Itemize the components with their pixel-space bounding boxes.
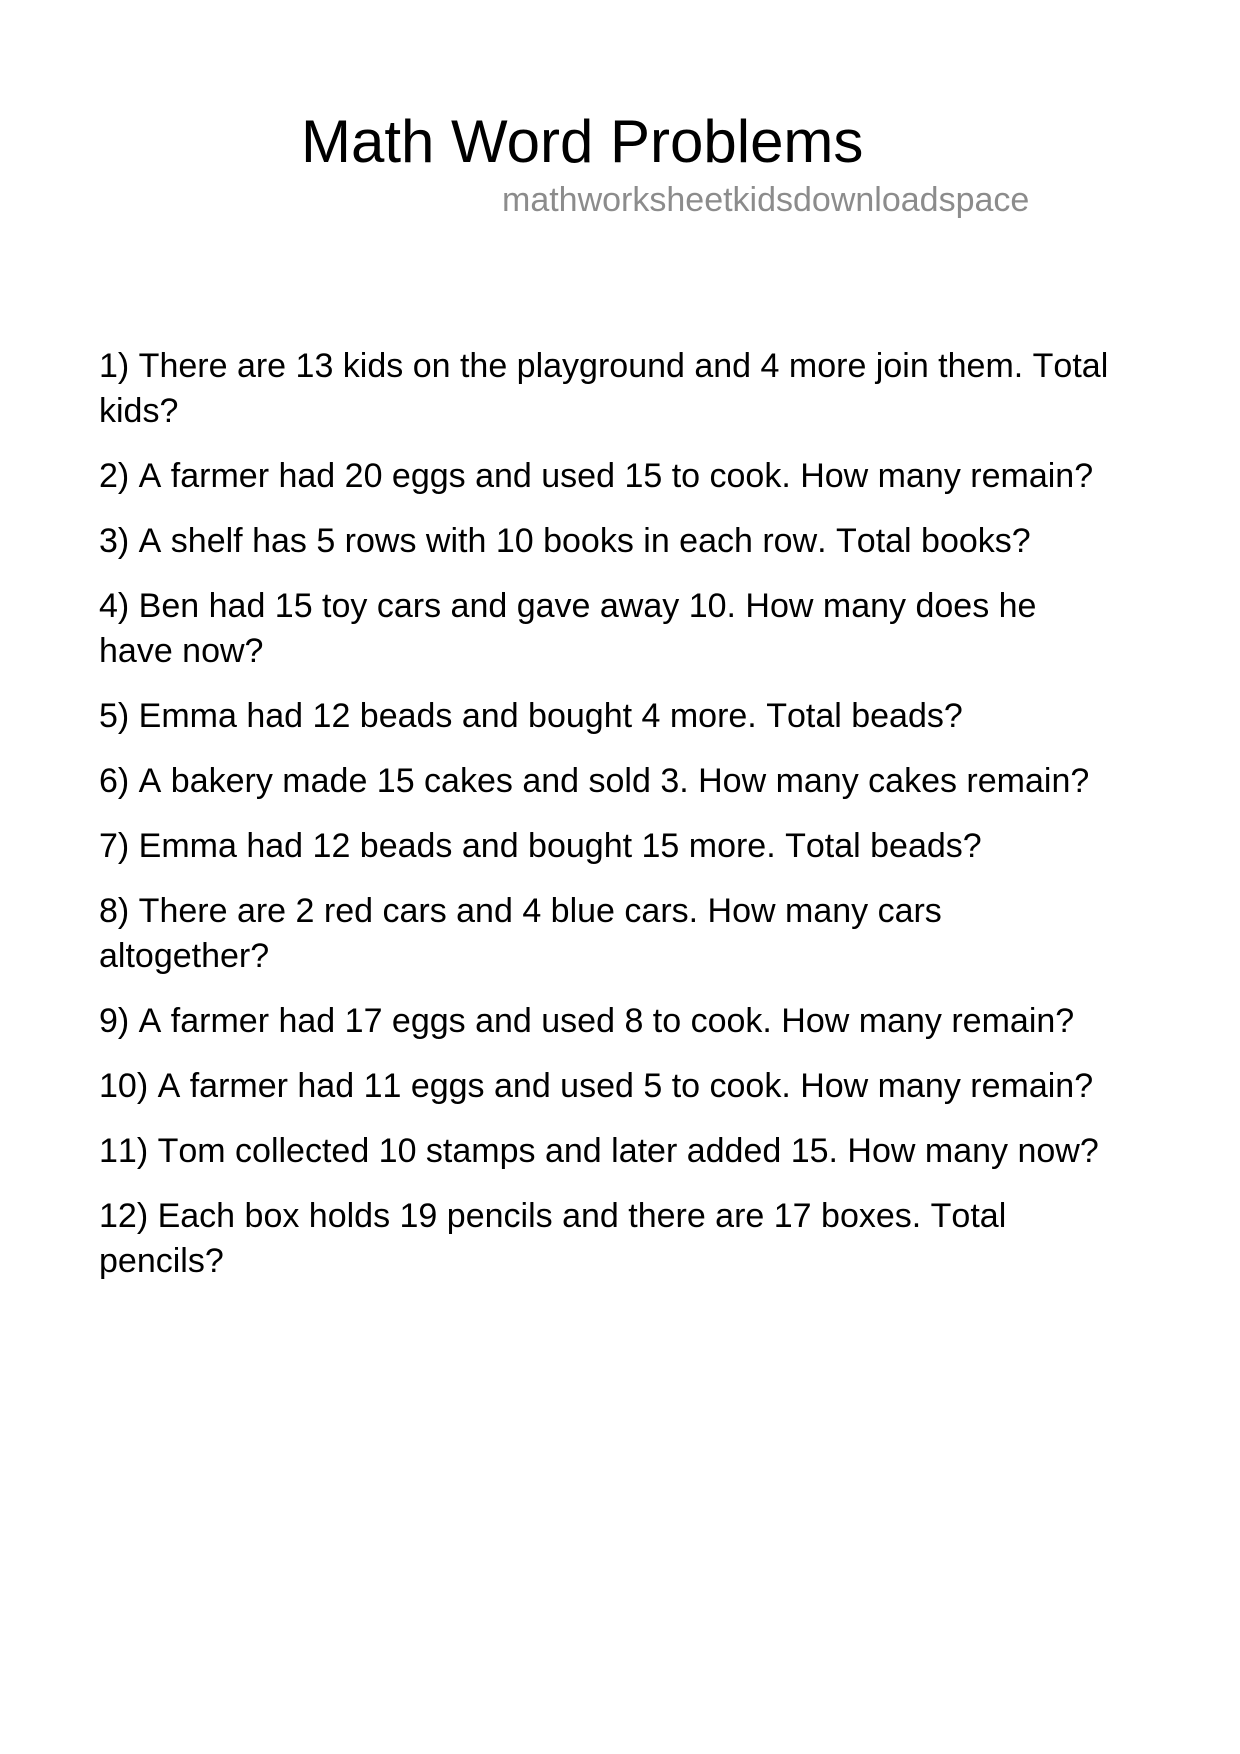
watermark-subtitle: mathworksheetkidsdownloadspace	[502, 181, 1030, 219]
problem-list	[99, 344, 1114, 1304]
problem-item: 2) A farmer had 20 eggs and used 15 to cook. How many remain?	[99, 457, 1094, 495]
problem-item: 8) There are 2 red cars and 4 blue cars. How many cars altogether?	[99, 892, 942, 975]
problem-item: 1) There are 13 kids on the playground and 4 more join them. Total kids?	[99, 347, 1109, 430]
problem-item: 6) A bakery made 15 cakes and sold 3. How many cakes remain?	[99, 762, 1090, 800]
problem-item: 11) Tom collected 10 stamps and later added 15. How many now?	[99, 1132, 1099, 1170]
problem-item: 4) Ben had 15 toy cars and gave away 10. How many does he have now?	[99, 587, 1037, 670]
problem-item: 10) A farmer had 11 eggs and used 5 to cook. How many remain?	[99, 1067, 1094, 1105]
problem-item: 7) Emma had 12 beads and bought 15 more. Total beads?	[99, 827, 982, 865]
problem-item: 12) Each box holds 19 pencils and there are 17 boxes. Total pencils?	[99, 1197, 1007, 1280]
page-title: Math Word Problems	[301, 108, 864, 175]
problem-item: 5) Emma had 12 beads and bought 4 more. Total beads?	[99, 697, 963, 735]
problem-item: 3) A shelf has 5 rows with 10 books in each row. Total books?	[99, 522, 1031, 560]
problem-item: 9) A farmer had 17 eggs and used 8 to cook. How many remain?	[99, 1002, 1075, 1040]
